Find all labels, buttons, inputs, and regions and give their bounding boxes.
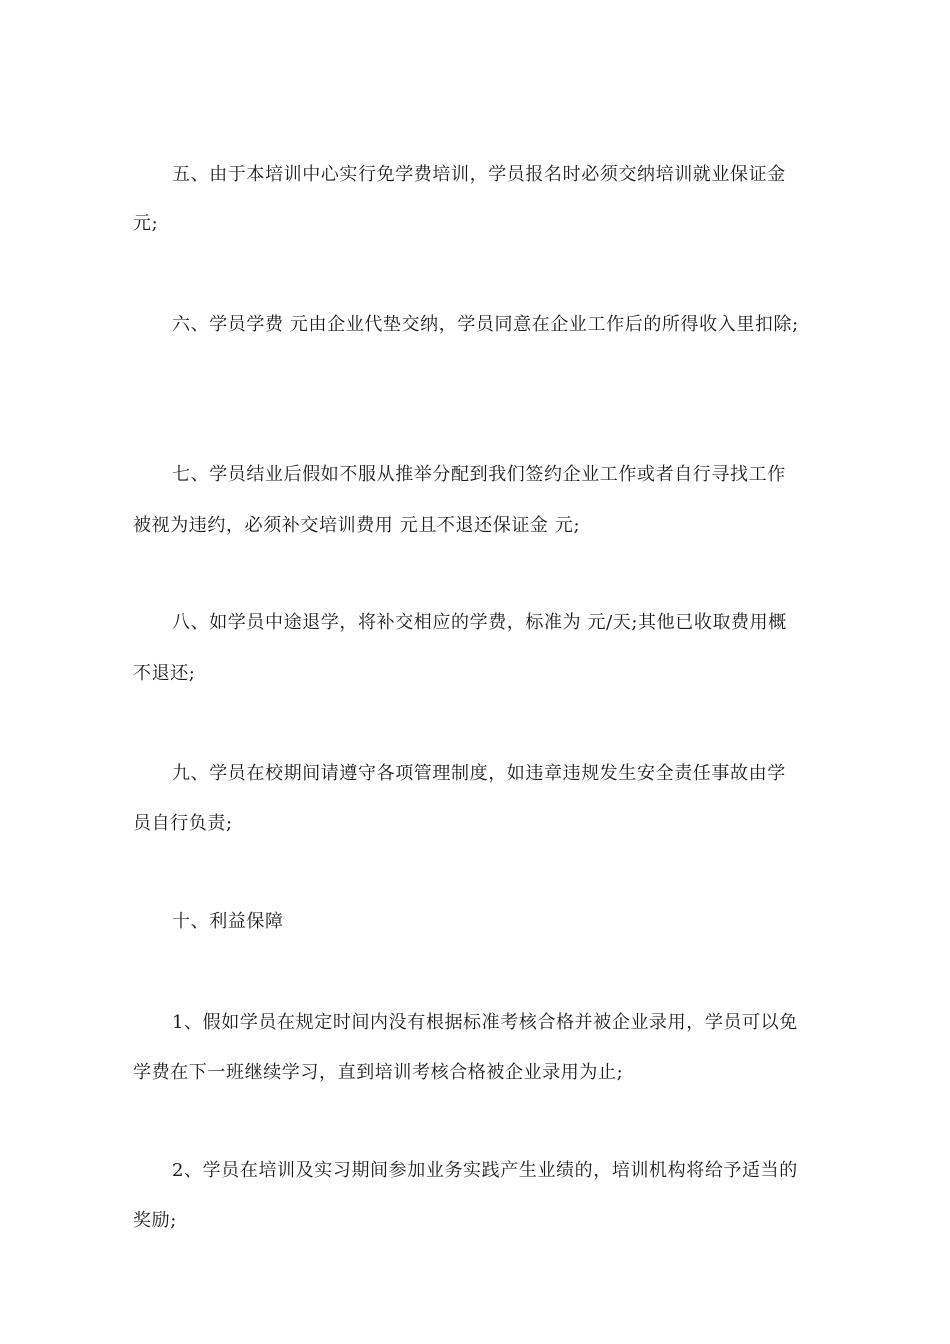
- clause-9-line-2: 员自行负责;: [133, 813, 233, 834]
- clause-8-line-1: 八、如学员中途退学，将补交相应的学费，标准为 元/天;其他已收取费用概: [172, 612, 787, 633]
- clause-6-line-1: 六、学员学费 元由企业代垫交纳，学员同意在企业工作后的所得收入里扣除;: [172, 314, 799, 335]
- clause-9-line-1: 九、学员在校期间请遵守各项管理制度，如违章违规发生安全责任事故由学: [172, 763, 786, 784]
- clause-10-heading: 十、利益保障: [172, 911, 284, 932]
- clause-5-line-2: 元;: [133, 213, 159, 234]
- item-2-line-1: 2、学员在培训及实习期间参加业务实践产生业绩的，培训机构将给予适当的: [172, 1160, 798, 1181]
- item-2-line-2: 奖励;: [133, 1210, 177, 1231]
- item-1-line-1: 1、假如学员在规定时间内没有根据标准考核合格并被企业录用，学员可以免: [172, 1012, 798, 1033]
- item-1-line-2: 学费在下一班继续学习，直到培训考核合格被企业录用为止;: [133, 1062, 624, 1083]
- clause-7-line-1: 七、学员结业后假如不服从推举分配到我们签约企业工作或者自行寻找工作: [172, 464, 786, 485]
- clause-7-line-2: 被视为违约，必须补交培训费用 元且不退还保证金 元;: [133, 515, 581, 536]
- clause-5-line-1: 五、由于本培训中心实行免学费培训，学员报名时必须交纳培训就业保证金: [172, 164, 786, 185]
- clause-8-line-2: 不退还;: [133, 663, 196, 684]
